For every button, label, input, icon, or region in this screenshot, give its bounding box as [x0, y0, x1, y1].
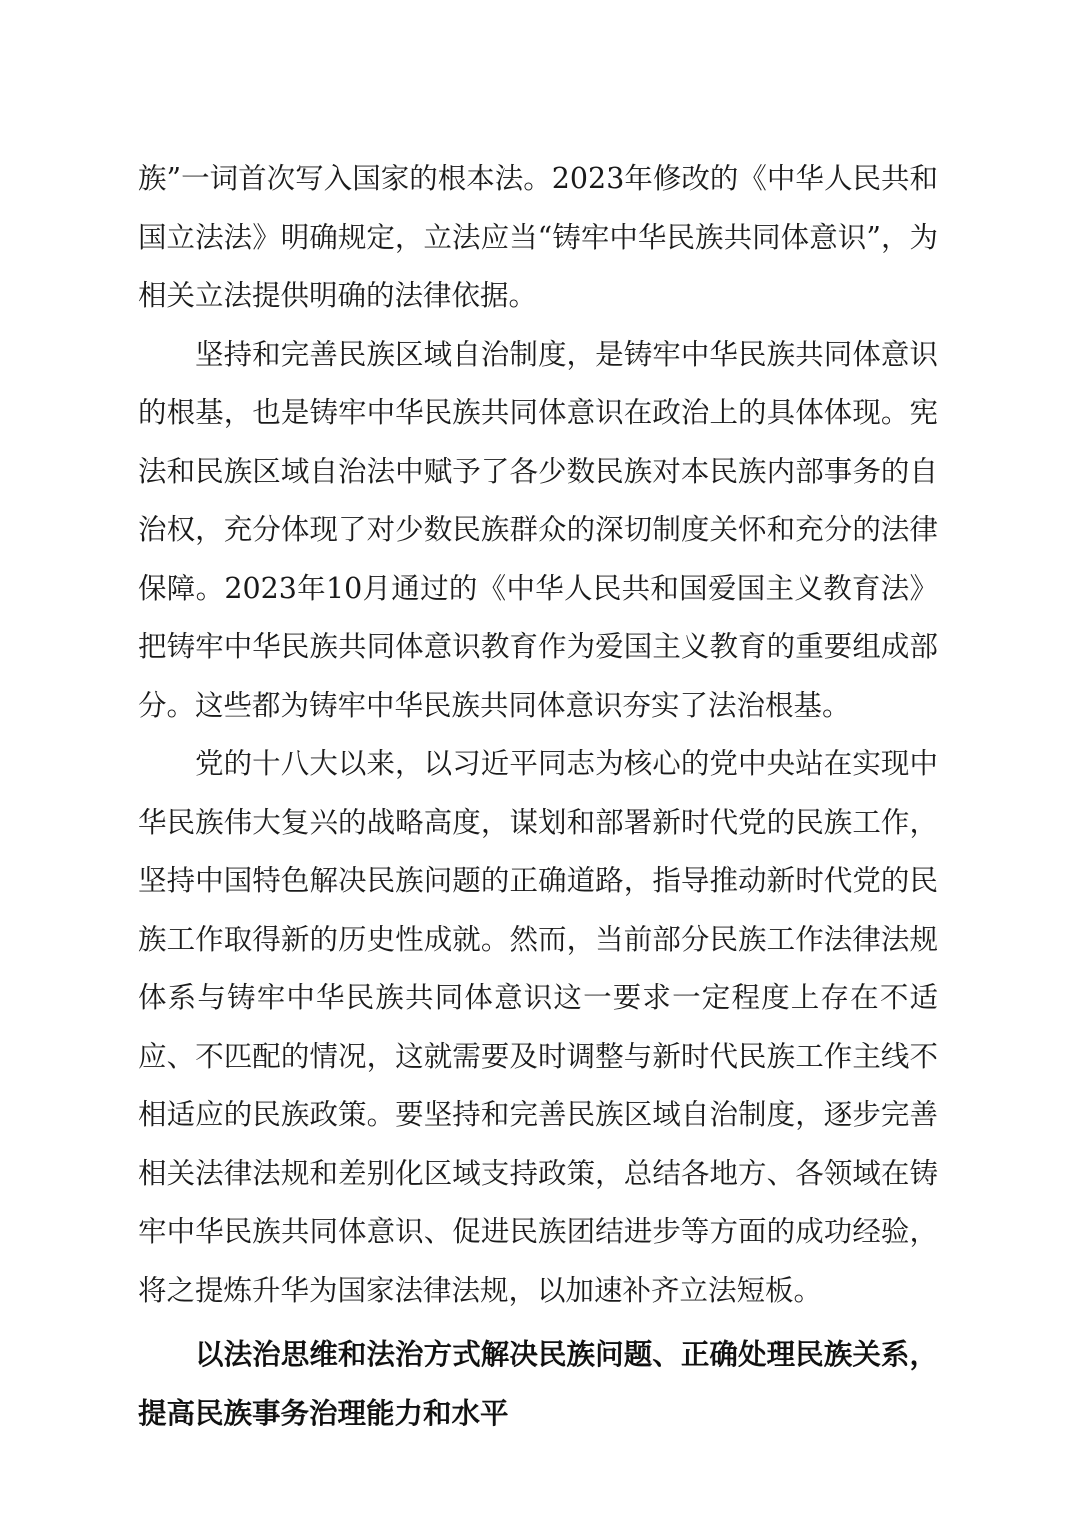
paragraph-regional-autonomy: 坚持和完善民族区域自治制度，是铸牢中华民族共同体意识的根基，也是铸牢中华民族共同体意识在政治上的具体体现。宪法和民族区域自治法中赋予了各少数民族对本民族内部事务的自治权，充分体现了对少数民族群众的深切制度关怀和充分的法律保障。2023年10月通过的《中华人民共和国爱国主义教育法》把铸牢中华民族共同体意识教育作为爱国主义教育的重要组成部分。这些都为铸牢中华民族共同体意识夯实了法治根基。	[138, 337, 938, 722]
section-heading: 以法治思维和法治方式解决民族问题、正确处理民族关系，提高民族事务治理能力和水平	[138, 1338, 938, 1430]
paragraph-continuation: 族”一词首次写入国家的根本法。2023年修改的《中华人民共和国立法法》明确规定，立法应当“铸牢中华民族共同体意识”，为相关立法提供明确的法律依据。	[138, 162, 938, 312]
document-page	[138, 150, 938, 1443]
paragraph-new-era-work: 党的十八大以来，以习近平同志为核心的党中央站在实现中华民族伟大复兴的战略高度，谋划和部署新时代党的民族工作，坚持中国特色解决民族问题的正确道路，指导推动新时代党的民族工作取得新的历史性成就。然而，当前部分民族工作法律法规体系与铸牢中华民族共同体意识这一要求一定程度上存在不适应、不匹配的情况，这就需要及时调整与新时代民族工作主线不相适应的民族政策。要坚持和完善民族区域自治制度，逐步完善相关法律法规和差别化区域支持政策，总结各地方、各领域在铸牢中华民族共同体意识、促进民族团结进步等方面的成功经验，将之提炼升华为国家法律法规，以加速补齐立法短板。	[138, 747, 938, 1307]
